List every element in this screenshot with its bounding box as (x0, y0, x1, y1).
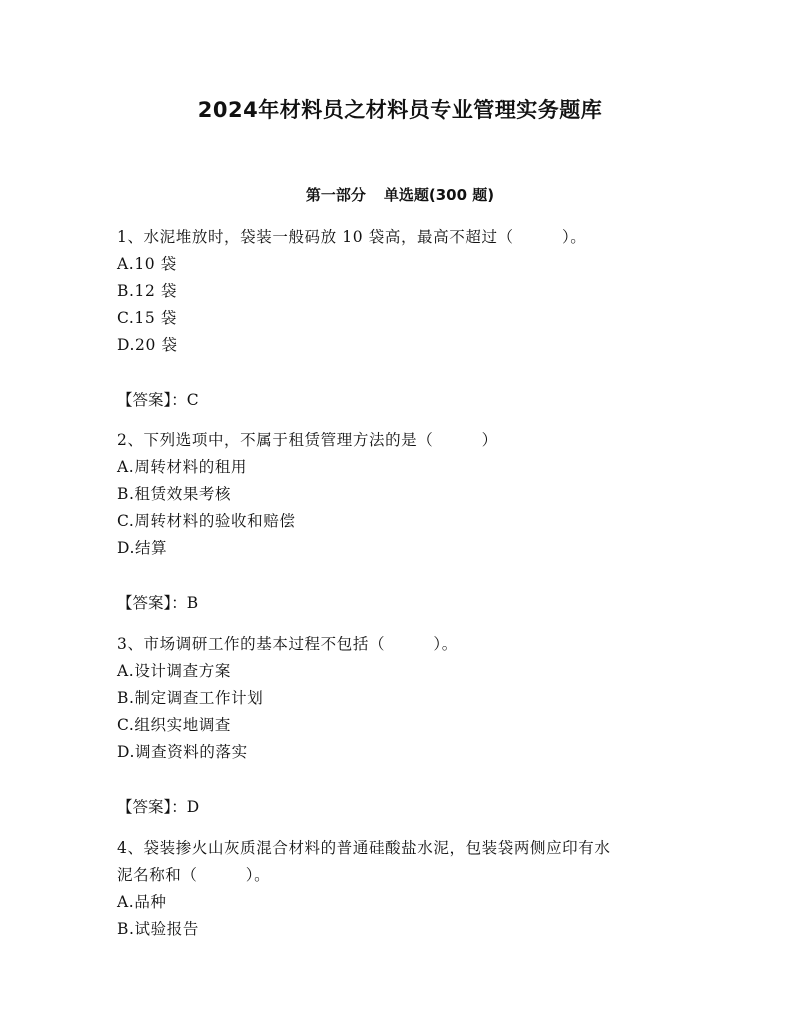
section-title (0, 184, 800, 206)
question-1-option-b: B.12 袋 (117, 282, 178, 300)
question-2-option-d: D.结算 (117, 539, 168, 557)
section-subheading: 单选题(300 题) (383, 186, 495, 204)
section-heading: 第一部分 (305, 186, 366, 204)
question-4-stem-line-2: 泥名称和（ ）。 (117, 866, 271, 884)
question-1-option-a: A.10 袋 (117, 255, 177, 273)
document-title: 2024年材料员之材料员专业管理实务题库 (197, 98, 603, 122)
question-2-option-a: A.周转材料的租用 (117, 458, 248, 476)
question-2-option-b: B.租赁效果考核 (117, 485, 232, 503)
question-1-option-c: C.15 袋 (117, 309, 177, 327)
question-2-option-c: C.周转材料的验收和赔偿 (117, 512, 296, 530)
question-3-answer: 【答案】：D (117, 798, 200, 816)
question-4-stem-line-1: 4、袋装掺火山灰质混合材料的普通硅酸盐水泥，包装袋两侧应印有水 (117, 839, 611, 857)
question-3-option-d: D.调查资料的落实 (117, 743, 248, 761)
question-1-stem: 1、水泥堆放时，袋装一般码放 10 袋高，最高不超过（ ）。 (117, 228, 587, 246)
question-3-option-c: C.组织实地调查 (117, 716, 232, 734)
question-4-option-a: A.品种 (117, 893, 167, 911)
question-3-option-b: B.制定调查工作计划 (117, 689, 264, 707)
question-4-option-b: B.试验报告 (117, 920, 199, 938)
question-3-stem: 3、市场调研工作的基本过程不包括（ ）。 (117, 635, 458, 653)
question-3-option-a: A.设计调查方案 (117, 662, 231, 680)
question-1-answer: 【答案】：C (117, 391, 199, 409)
question-1-option-d: D.20 袋 (117, 336, 178, 354)
question-2-stem: 2、下列选项中，不属于租赁管理方法的是（ ） (117, 431, 498, 449)
question-2-answer: 【答案】：B (117, 594, 199, 612)
